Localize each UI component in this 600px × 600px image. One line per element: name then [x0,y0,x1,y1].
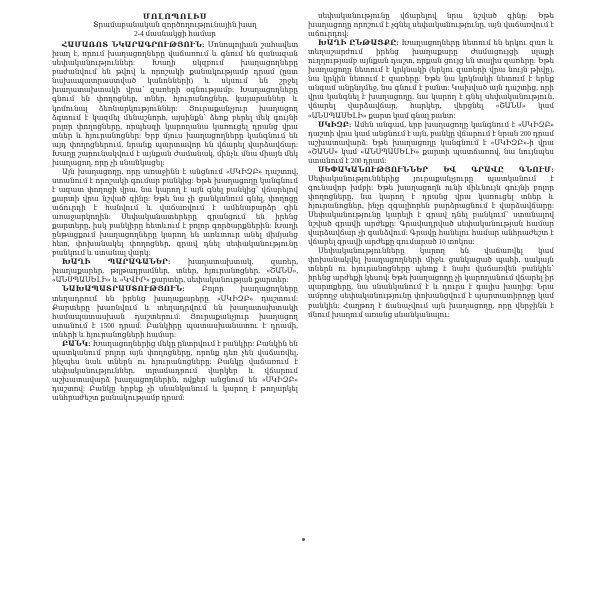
paragraph-text: Մոնոպոլիան շահավետ խաղ է, որում խաղացողները վաճառում և գնում են զանազան սեփականություններ: Խաղի սկզբում խաղացողները բաժանվում են թվով և որոշակի քանակությամբ դրամ (ըստ նախապատրաստված կանոնների) և սկսում են շրջել խաղատախտակի վրա՝ զառերի օգնությամբ: Խաղացողները գնում են փողոցներ, տներ, հյուրանոցներ, կայարաններ և կոմունալ ձեռնարկություններ: Յուրաքանչյուր խաղացող ձգտում է կազմել մենաշնորհ, այսինքն՝ ձեռք բերել մեկ գույնի բոլոր փողոցները, որպեսզի կարողանա կառուցել դրանց վրա տներ և հյուրանոցներ: Երբ մյուս խաղացողները կանգնում են այդ փողոցներում, նրանք պարտավոր են վճարել վարձավճար: Խաղը շարունակվում է այնքան ժամանակ, մինչև մնա միայն մեկ խաղացող, որը չի սնանկացել: [52,41,298,167]
paragraph-text: Այն խաղացողը, որը առաջինն է անցնում «ՍԿԻԶԲ» դաշտով, ստանում է որոշակի գումար բանկից: Եթե խաղացողը կանգնում է ազատ փողոցի վրա, նա կարող է այն գնել բանկից՝ վճարելով քարտի վրա նշված գինը: Եթե նա չի ցանկանում գնել, փողոցը աճուրդի է հանվում և վաճառվում է ամենաբարձր գին առաջարկողին: Սեփականատերերը գրանցում են իրենց քարտերը, իսկ բանկիրը հետևում է բոլոր գործարքներին: Խաղի ընթացքում խաղացողները կարող են առևտուր անել միմյանց հետ, փոխանակել փողոցներ, գրավ դնել սեփականությունը բանկում և ստանալ վարկ: [52,167,298,258]
document-player-count: 2-4 մասնակցի համար [134,29,216,38]
section-heading-bank: ԲԱՆԿ: [62,339,91,348]
document-subtitle: Տրամաբանական զործողությունային խաղ [93,21,257,29]
paragraph-preparation [52,285,298,339]
paragraph-summary [52,41,298,168]
paragraph-start [308,121,554,166]
section-heading-start: ՍԿԻԶԲ: [318,120,352,129]
document-header [52,12,298,38]
paragraph-equipment [52,258,298,285]
section-heading-gameplay: ԽԱՂԻ ԸՆԹԱՑՔԸ: [318,39,400,48]
paragraph-text: Խաղացողներից մեկը ընտրվում է բանկիր: Բանկին են պատկանում բոլոր այն փողոցները, որոնք դեռ չեն վաճառվել, ինչպես նաև տներն ու հյուրանոցները: Բանկը վաճառում է սեփականություններ, տրամադրում վարկեր և վճարում աշխատավարձ խաղացողներին, ովքեր անցնում են «ՍԿԻԶԲ» դաշտով: Բանկը երբեք չի սնանկանում և կարող է թողարկել անհրաժեշտ քանակությամբ դրամ: [52,339,298,403]
paragraph-bank [52,340,298,403]
paragraph-gameplay [308,39,554,120]
paragraph-text: Խաղացողները նետում են երկու զառ և տեղաշարժում իրենց խաղաքարը ժամացույցի սլաքի ուղղությամբ այնքան դաշտ, որքան ցույց են տալիս զառերը: Եթե խաղացողը նետում է կրկնակի (երկու զառերի վրա նույն թիվը), նա կրկին նետում է զառերը: Եթե նա կրկնակի նետում է երեք անգամ անընդմեջ, նա գնում է բանտ: Կախված այն դաշտից, որի վրա կանգնել է խաղացողը, նա կարող է գնել սեփականություն, վճարել վարձավճար, հարկեր, վերցնել «ՇԱՆՍ» կամ «ԱՆՍՊԱՍԵԼԻ» քարտ կամ գնալ բանտ: [308,39,554,120]
section-heading-properties: ՍԵՓԱԿԱՆՈՒԹՅՈՒՆՆԵՐ ԵՎ ԳՐԱՎԸ ԳՆՈՒՄ: [318,165,554,174]
paragraph-text: Ամեն անգամ, երբ խաղացողը կանգնում է «ՍԿԻԶԲ» դաշտի վրա կամ անցնում է այն, բանկը վճարում է նրան 200 դրամ աշխատավարձ: Եթե խաղացողը կանգնում է «ՍԿԻԶԲ»-ի վրա «ՇԱՆՍ» կամ «ԱՆՍՊԱՍԵԼԻ» քարտի պատճառով, նա նույնպես ստանում է 200 դրամ: [308,120,554,165]
section-heading-summary: ՀԱՄԱՌՈՏ ՆԿԱՐԱԳՐՈՒԹՅՈՒՆ: [62,41,205,50]
section-heading-preparation: ՆԱԽԱՊԱՏՐԱՍՏՈՒԹՅՈՒՆ: [62,285,185,294]
paragraph-text: սեփականությունը վճարելով նրա նշված գինը: Եթե խաղացողը որոշում է չգնել սեփականությունը, այն վաճառվում է աճուրդով: [308,12,554,39]
paragraph-text: Բոլոր խաղացողները տեղադրում են իրենց խաղաքարերը «ՍԿԻԶԲ» դաշտում: Քարտերը խառնվում և տեղադրվում են խաղատախտակի համապատասխան դաշտերում: Յուրաքանչյուր խաղացող ստանում է 1500 դրամ: Բանկիրը պատասխանատու է դրամի, տների և հյուրանոցների համար: [52,285,298,339]
paragraph-properties [308,166,554,247]
document-title: ՄՈԼՈՊՈԼԻՍ [142,12,208,21]
right-column [308,12,554,592]
paragraph-text: Սեփականությունները կարող են վաճառվել կամ փոխանակվել խաղացողների միջև ցանկացած պահի, սակայն տներն ու հյուրանոցները պետք է նախ վաճառվեն բանկին՝ իրենց արժեքի կեսով: Եթե խաղացողը չի կարողանում վճարել իր պարտքերը, նա սնանկանում է և դուրս է գալիս խաղից: Նրա ամբողջ սեփականությունը փոխանցվում է պարտատիրոջը կամ բանկին: Հաղթող է ճանաչվում այն խաղացողը, որը վերջինն է մնում խաղում առանց սնանկանալու: [308,247,554,319]
paragraph-text: խաղատախտակ, զառեր, խաղաքարեր, թղթադրամներ, տներ, հյուրանոցներ, «ՇԱՆՍ», «ԱՆՍՊԱՍԵԼԻ» և «ԿՎԻՐ» քարտեր, սեփականության քարտեր: [52,258,298,285]
left-column [52,12,298,592]
scan-dot [302,538,305,541]
section-heading-equipment: ԽԱՂԻ ՊԱՐԱԳԱՆԵՐ: [62,258,171,267]
paragraph-text: Սեփականություններից յուրաքանչյուրը պատկանում է գունավոր խմբի: Եթե խաղացողն ունի միևնույն գույնի բոլոր փողոցները, նա կարող է դրանց վրա կառուցել տներ և հյուրանոցներ, ինչը զգալիորեն բարձրացնում է վարձավճարը: Սեփականությունը կարելի է գրավ դնել բանկում՝ ստանալով նշված գրավի արժեքը: Գրավադրված սեփականության համար վարձավճար չի գանձվում: Գրավը հանելու համար անհրաժեշտ է վճարել գրավի արժեքը գումարած 10 տոկոս: [308,174,554,247]
